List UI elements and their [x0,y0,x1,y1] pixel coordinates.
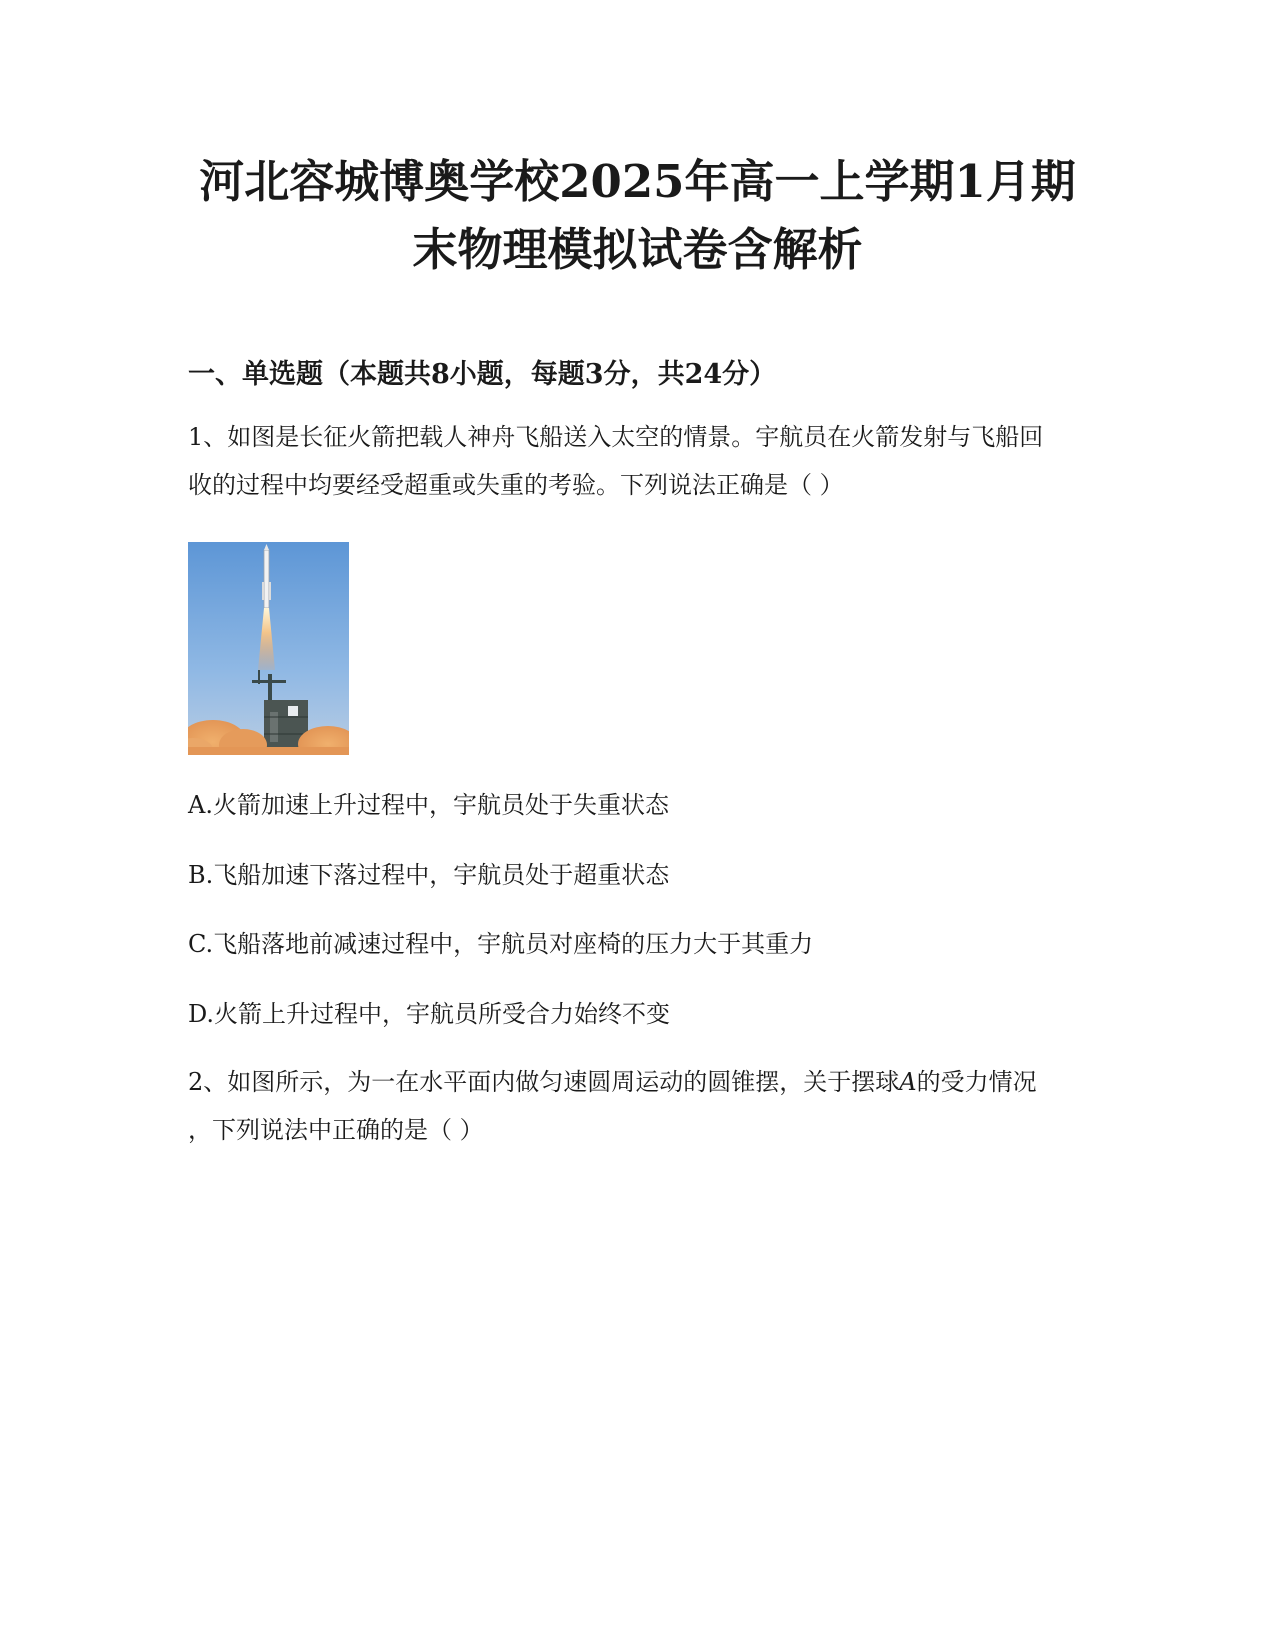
document-title-line1: 河北容城博奥学校2025年高一上学期1月期 [199,155,1076,208]
rocket-launch-photo-icon [188,542,349,755]
section-heading-single-choice: 一、单选题（本题共8小题，每题3分，共24分） [188,359,777,390]
question-1-option-c: C.飞船落地前减速过程中，宇航员对座椅的压力大于其重力 [188,930,814,958]
question-1-option-d: D.火箭上升过程中，宇航员所受合力始终不变 [188,1000,671,1028]
question-2-stem-line2: ，下列说法中正确的是（ ） [188,1116,484,1144]
question-1-stem-line1: 1、如图是长征火箭把载人神舟飞船送入太空的情景。宇航员在火箭发射与飞船回 [188,423,1044,451]
question-2-stem-after: 的受力情况 [916,1068,1037,1096]
question-1-stem-line2: 收的过程中均要经受超重或失重的考验。下列说法正确是（ ） [188,471,844,499]
document-title-line2: 末物理模拟试卷含解析 [412,223,863,276]
question-2-stem-line1 [188,1064,1037,1100]
question-2-stem-before: 2、如图所示，为一在水平面内做匀速圆周运动的圆锥摆，关于摆球 [188,1068,900,1096]
question-1-option-a: A.火箭加速上升过程中，宇航员处于失重状态 [188,791,669,819]
question-1-option-b: B.飞船加速下落过程中，宇航员处于超重状态 [188,861,670,889]
question-2-variable: A [899,1068,917,1096]
